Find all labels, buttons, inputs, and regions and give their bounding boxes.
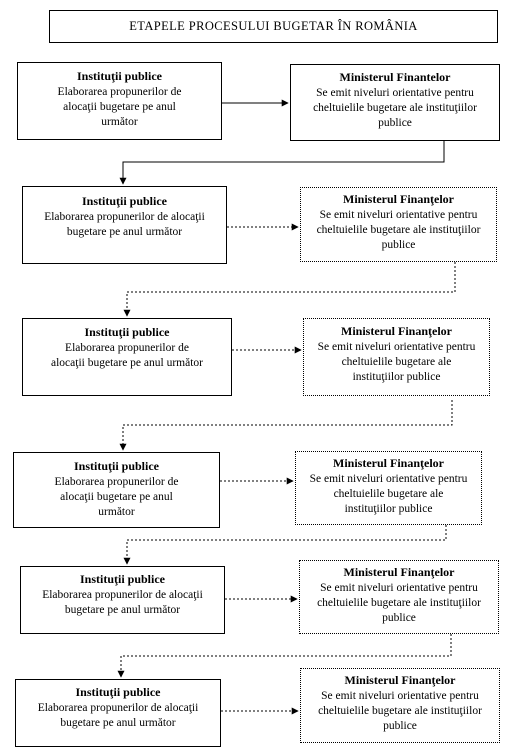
connector-2-to-3 bbox=[127, 262, 455, 316]
ministerul-heading-1: Ministerul Finantelor bbox=[339, 70, 451, 84]
ministerul-text-2: Se emit niveluri orientative pentru cheltuielile bugetare ale instituţiilor publice bbox=[316, 209, 481, 251]
institutii-text-6: Elaborarea propunerilor de alocaţii bugetare pe anul următor bbox=[37, 702, 199, 729]
ministerul-heading-3: Ministerul Finanţelor bbox=[341, 324, 452, 338]
ministerul-box-6 bbox=[300, 668, 500, 743]
institutii-box-4 bbox=[13, 452, 220, 528]
ministerul-text-1: Se emit niveluri orientative pentru cheltuielile bugetare ale instituţiilor publice bbox=[313, 87, 477, 129]
connector-4-to-5 bbox=[127, 525, 446, 564]
institutii-box-3 bbox=[22, 318, 232, 396]
ministerul-box-1 bbox=[290, 64, 500, 141]
institutii-heading-3: Instituţii publice bbox=[84, 325, 170, 339]
ministerul-box-3 bbox=[303, 318, 490, 396]
institutii-heading-2: Instituţii publice bbox=[81, 194, 168, 208]
institutii-heading-4: Instituţii publice bbox=[73, 459, 160, 473]
institutii-heading-6: Instituţii publice bbox=[75, 685, 161, 699]
ministerul-text-6: Se emit niveluri orientative pentru cheltuielile bugetare ale instituţiilor publice bbox=[318, 690, 482, 732]
institutii-heading-1: Instituţii publice bbox=[76, 69, 163, 83]
ministerul-heading-4: Ministerul Finanţelor bbox=[333, 456, 444, 470]
ministerul-text-4: Se emit niveluri orientative pentru cheltuielile bugetare ale instituţiilor publice bbox=[309, 473, 468, 515]
institutii-box-2 bbox=[22, 186, 227, 264]
ministerul-text-5: Se emit niveluri orientative pentru cheltuielile bugetare ale instituţiilor publice bbox=[317, 582, 481, 624]
ministerul-heading-5: Ministerul Finanţelor bbox=[343, 565, 455, 579]
connector-3-to-4 bbox=[123, 400, 452, 450]
institutii-text-2: Elaborarea propunerilor de alocaţii bugetare pe anul următor bbox=[44, 211, 205, 238]
ministerul-text-3: Se emit niveluri orientative pentru cheltuielile bugetare ale instituţiilor publice bbox=[317, 341, 476, 383]
institutii-box-1 bbox=[17, 62, 222, 140]
institutii-text-5: Elaborarea propunerilor de alocaţii bugetare pe anul următor bbox=[42, 589, 203, 616]
institutii-text-3: Elaborarea propunerilor de alocaţii bugetare pe anul următor bbox=[51, 342, 203, 369]
ministerul-box-2 bbox=[300, 187, 497, 262]
connector-1-to-2 bbox=[123, 141, 444, 184]
institutii-text-4: Elaborarea propunerilor de alocaţii bugetare pe anul următor bbox=[54, 476, 179, 518]
diagram-title: ETAPELE PROCESULUI BUGETAR ÎN ROMÂNIA bbox=[49, 10, 498, 43]
institutii-box-5 bbox=[20, 566, 225, 634]
ministerul-box-5 bbox=[299, 560, 499, 634]
institutii-text-1: Elaborarea propunerilor de alocaţii bugetare pe anul următor bbox=[57, 86, 182, 128]
institutii-box-6 bbox=[15, 679, 221, 747]
institutii-heading-5: Instituţii publice bbox=[79, 572, 166, 586]
ministerul-heading-6: Ministerul Finanţelor bbox=[344, 673, 456, 687]
ministerul-box-4 bbox=[295, 451, 482, 525]
ministerul-heading-2: Ministerul Finanţelor bbox=[343, 192, 454, 206]
